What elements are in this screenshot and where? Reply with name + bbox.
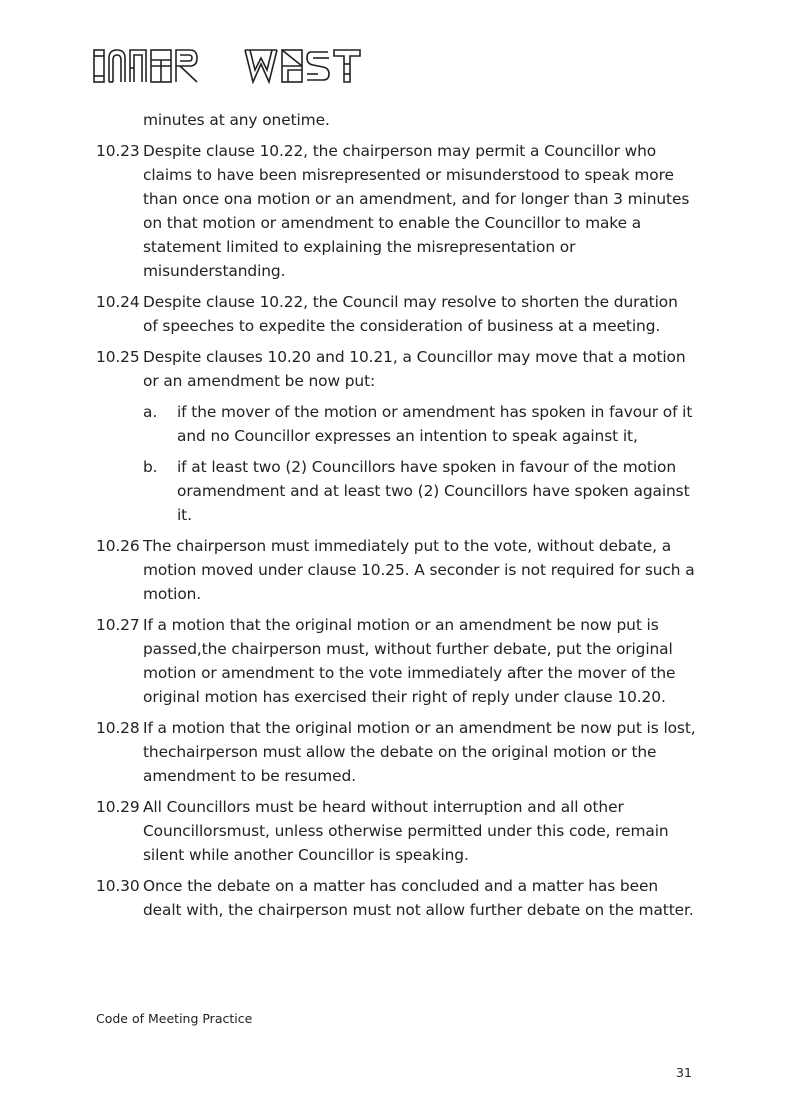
clause-number: 10.24 bbox=[96, 293, 140, 311]
page-number: 31 bbox=[676, 1065, 692, 1080]
clause-text: Despite clause 10.22, the chairperson may permit a Councillor who claims to have been misrepresented or misunderstood to speak more than once ona motion or an amendment, and for longer than 3 minutes on that motion or amendment to enable the Councillor to make a statement limited to explaining the misrepresentation or misunderstanding. bbox=[143, 142, 690, 280]
sub-item-text: if the mover of the motion or amendment has spoken in favour of it and no Councillor expresses an intention to speak against it, bbox=[177, 403, 693, 445]
clause-10-30 bbox=[96, 874, 696, 922]
continuation-text: minutes at any onetime. bbox=[143, 111, 330, 129]
clause-number: 10.28 bbox=[96, 719, 140, 737]
sub-item-a bbox=[143, 400, 696, 448]
sub-item-letter: b. bbox=[143, 458, 158, 476]
inner-west-logo bbox=[93, 44, 391, 84]
clause-number: 10.27 bbox=[96, 616, 140, 634]
footer-doc-title: Code of Meeting Practice bbox=[96, 1011, 253, 1026]
sub-item-letter: a. bbox=[143, 403, 158, 421]
clause-text: The chairperson must immediately put to the vote, without debate, a motion moved under clause 10.25. A seconder is not required for such a motion. bbox=[143, 537, 695, 603]
clause-list bbox=[96, 108, 696, 929]
clause-10-23 bbox=[96, 139, 696, 283]
clause-10-29 bbox=[96, 795, 696, 867]
clause-text: Once the debate on a matter has concluded and a matter has been dealt with, the chairperson must not allow further debate on the matter. bbox=[143, 877, 694, 919]
clause-text: If a motion that the original motion or an amendment be now put is passed,the chairperson must, without further debate, put the original motion or amendment to the vote immediately after the mover of the original motion has exercised their right of reply under clause 10.20. bbox=[143, 616, 676, 706]
clause-10-28 bbox=[96, 716, 696, 788]
clause-number: 10.25 bbox=[96, 348, 140, 366]
clause-number: 10.29 bbox=[96, 798, 140, 816]
clause-number: 10.26 bbox=[96, 537, 140, 555]
clause-text: If a motion that the original motion or an amendment be now put is lost, thechairperson must allow the debate on the original motion or the amendment to be resumed. bbox=[143, 719, 696, 785]
clause-text: Despite clause 10.22, the Council may resolve to shorten the duration of speeches to expedite the consideration of business at a meeting. bbox=[143, 293, 678, 335]
clause-text: Despite clauses 10.20 and 10.21, a Councillor may move that a motion or an amendment be now put: bbox=[143, 348, 686, 390]
logo-mark bbox=[93, 44, 391, 84]
clause-text: All Councillors must be heard without interruption and all other Councillorsmust, unless otherwise permitted under this code, remain silent while another Councillor is speaking. bbox=[143, 798, 669, 864]
clause-number: 10.30 bbox=[96, 877, 140, 895]
clause-10-26 bbox=[96, 534, 696, 606]
clause-10-25 bbox=[96, 345, 696, 527]
clause-number: 10.23 bbox=[96, 142, 140, 160]
sub-item-text: if at least two (2) Councillors have spoken in favour of the motion oramendment and at least two (2) Councillors have spoken against it. bbox=[177, 458, 690, 524]
sub-item-b bbox=[143, 455, 696, 527]
clause-10-24 bbox=[96, 290, 696, 338]
clause-10-27 bbox=[96, 613, 696, 709]
